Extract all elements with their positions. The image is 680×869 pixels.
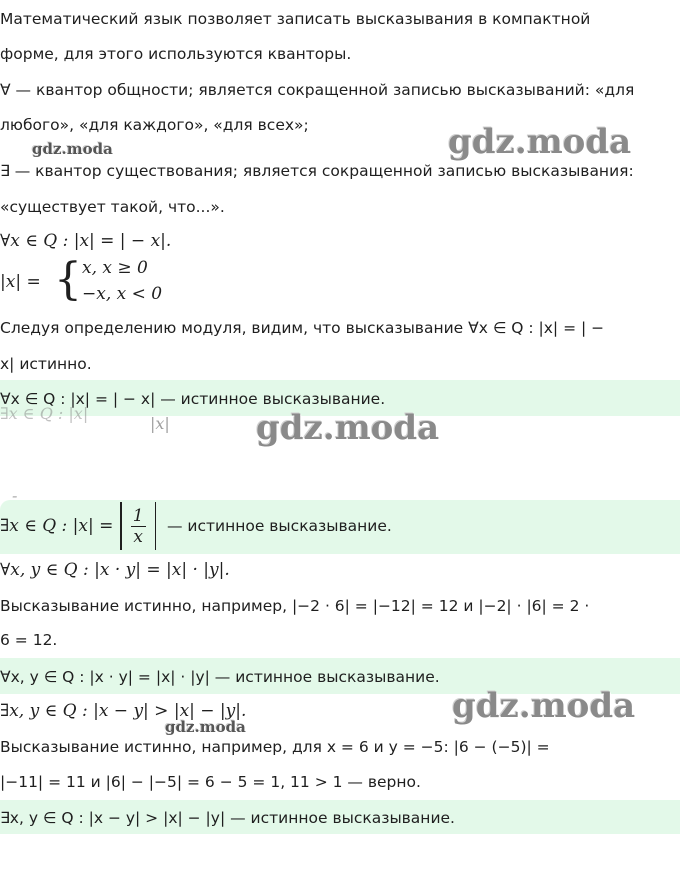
watermark-5: gdz.moda — [165, 718, 246, 736]
ghost-text-1: ∃x ∈ Q : |x| — [0, 404, 89, 423]
statement-3-example-line-1: Высказывание истинно, например, |−2 · 6| = |−12| = 12 и |−2| · |6| = 2 · — [0, 597, 590, 615]
exists-definition-line-2: «существует такой, что...». — [0, 198, 225, 216]
paragraph-line-1: Математический язык позволяет записать высказывания в компактной — [0, 10, 591, 28]
modulus-argument-line-2: x| истинно. — [0, 355, 92, 373]
paragraph-line-2: форме, для этого используются кванторы. — [0, 45, 352, 63]
statement-1-conclusion: ∀x ∈ Q : |x| = | − x| — истинное высказывание. — [0, 390, 386, 408]
forall-definition-line-2: любого», «для каждого», «для всех»; — [0, 116, 309, 134]
watermark-3: gdz.moda — [256, 408, 440, 448]
fraction — [131, 506, 146, 547]
forall-definition-line-1: ∀ — квантор общности; является сокращенной записью высказываний: «для — [0, 81, 635, 99]
statement-3-conclusion: ∀x, y ∈ Q : |x · y| = |x| · |y| — истинное высказывание. — [0, 668, 440, 686]
statement-3-example-line-2: 6 = 12. — [0, 631, 58, 649]
statement-4: ∃x, y ∈ Q : |x − y| > |x| − |y|. — [0, 701, 247, 721]
modulus-argument-line-1: Следуя определению модуля, видим, что высказывание ∀x ∈ Q : |x| = | − — [0, 319, 605, 337]
statement-1: ∀x ∈ Q : |x| = | − x|. — [0, 231, 172, 251]
watermark-1: gdz.moda — [448, 122, 632, 162]
piecewise-lhs: |x| = — [0, 272, 41, 292]
piecewise-case-2: −x, x < 0 — [82, 284, 163, 304]
statement-3: ∀x, y ∈ Q : |x · y| = |x| · |y|. — [0, 560, 230, 580]
statement-2-lhs: ∃x ∈ Q : |x| = — [0, 516, 114, 536]
abs-bar-left — [120, 502, 122, 550]
ghost-text-2: |x| — [150, 414, 170, 433]
fraction-numerator: 1 — [132, 505, 144, 526]
left-brace: { — [54, 254, 82, 305]
statement-4-conclusion: ∃x, y ∈ Q : |x − y| > |x| − |y| — истинное высказывание. — [0, 809, 455, 827]
fraction-denominator: x — [133, 526, 143, 547]
statement-2-rhs: — истинное высказывание. — [166, 517, 392, 535]
ghost-mark: - — [12, 486, 18, 505]
statement-4-example-line-1: Высказывание истинно, например, для x = 6 и y = −5: |6 − (−5)| = — [0, 738, 550, 756]
watermark-2: gdz.moda — [32, 140, 113, 158]
piecewise-case-1: x, x ≥ 0 — [82, 258, 148, 278]
statement-4-example-line-2: |−11| = 11 и |6| − |−5| = 6 − 5 = 1, 11 > 1 — верно. — [0, 773, 421, 791]
watermark-4: gdz.moda — [452, 686, 636, 726]
exists-definition-line-1: ∃ — квантор существования; является сокращенной записью высказывания: — [0, 162, 634, 180]
statement-2 — [0, 502, 392, 552]
abs-bar-right — [155, 502, 157, 550]
